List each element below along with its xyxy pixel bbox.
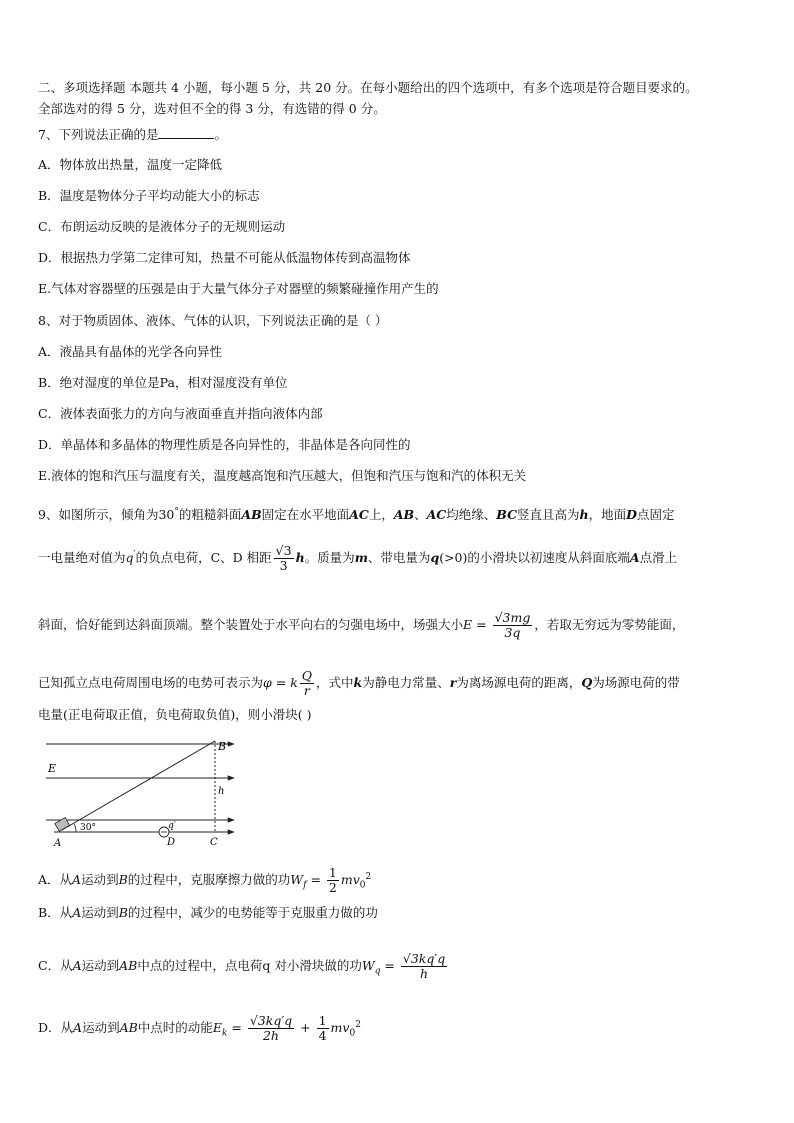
degree-symbol: ° [174,507,179,517]
var-B: B [118,872,128,887]
label-angle: 30° [80,823,96,833]
q9-line-5: 电量(正电荷取正值，负电荷取负值)，则小滑块( ) [38,707,312,722]
fraction-work: $\frac{√3kq'q}{h}$ [402,951,446,981]
label-q-prime: q′ [168,821,176,831]
q9-text: 为场源电荷的带 [592,675,680,690]
section-heading-line2: 全部选对的得 5 分，选对但不全的得 3 分，有选错的得 0 分。 [38,101,386,116]
var-AB: AB [393,507,415,523]
section-heading-line1: 二、多项选择题 本题共 4 小题，每小题 5 分，共 20 分。在每小题给出的四个选项中，有多个选项是符合题目要求的。 [38,80,698,95]
var-AB: AB [241,507,262,523]
q9-option-d: D．从A运动到AB中点时的动能$E_k$ = $\frac{√3kq'q}{2h}$ + $\frac{1}{4}$ $mv_0^2$ [38,1013,361,1043]
label-A: A [54,838,62,849]
q9-text: ，地面 [588,507,627,523]
q7-option-e: E.气体对容器壁的压强是由于大量气体分子对器壁的频繁碰撞作用产生的 [38,281,439,296]
var-m: m [354,550,368,565]
q8-option-b: B．绝对湿度的单位是Pa，相对湿度没有单位 [38,375,288,390]
label-h: h [218,786,225,797]
var-E: E [463,617,473,632]
q8-option-d: D．单晶体和多晶体的物理性质是各向异性的，非晶体是各向同性的 [38,437,411,452]
q9-text: 。质量为 [304,550,355,565]
var-W: W [290,872,304,887]
q7-stem-text: 7、下列说法正确的是 [38,127,159,142]
var-Q: Q [581,675,593,690]
q9-text: C、D 相距 [210,550,272,565]
var-A: A [72,872,82,887]
q9-text: 、带电量为 [367,550,431,565]
fraction-energy: $\frac{√3kq'q}{2h}$ [249,1013,293,1043]
q9-text: 点固定 [637,507,675,523]
label-E: E [48,762,57,775]
q9-option-b: B．从A运动到B的过程中，减少的电势能等于克服重力做的功 [38,905,378,920]
q9-line-3: 斜面，恰好能到达斜面顶端。整个装置处于水平向右的匀强电场中，场强大小E = $\frac{√3mg}{3q}$ ，若取无穷远为零势能面， [38,610,685,640]
var-r: r [449,675,457,690]
q9-text: 、 [414,507,427,523]
q7-stem [38,126,227,143]
fraction-one-half: $\frac{1}{2}$ [328,865,337,895]
q9-text: 上， [368,507,394,523]
q9-text: (>0)的小滑块以初速度从斜面底端 [439,550,630,565]
q9-line-2: 一电量绝对值为q′的负点电荷，C、D 相距 $\frac{√3}{3}$ h。质量为m、带电量为q(>0)的小滑块以初速度从斜面底端A点滑上 [38,543,678,573]
var-k: k [353,675,363,690]
q9-text: ，若取无穷远为零势能面， [534,617,685,632]
label-D: D [167,837,176,848]
q7-option-a: A．物体放出热量，温度一定降低 [38,157,223,172]
fraction-Q-over-r: $\frac{Q}{r}$ [301,668,313,698]
q9-text: 为静电力常量、 [362,675,450,690]
incline-diagram [40,732,245,850]
q9-text: 的负点电荷， [135,550,211,565]
var-E: E [212,1020,222,1035]
q9-text: 固定在水平地面 [261,507,350,523]
var-AB: AB [119,1020,138,1035]
q9-text: 点滑上 [639,550,678,565]
var-AC: AC [349,507,369,523]
q9-text: 竖直且高为 [517,507,580,523]
label-C: C [210,837,218,848]
q9-text: ，式中 [316,675,354,690]
q7-option-d: D．根据热力学第二定律可知，热量不可能从低温物体传到高温物体 [38,250,411,265]
var-W: W [361,958,375,973]
q9-text: 均绝缘、 [446,507,497,523]
var-AC: AC [426,507,447,523]
q7-stem-end: 。 [214,127,227,142]
angle-arc [74,824,76,832]
var-h: h [579,507,589,523]
q9-option-c: C．从A运动到AB中点的过程中，点电荷q 对小滑块做的功$W_q$ = $\frac{√3kq'q}{h}$ [38,951,446,981]
var-B: B [118,905,128,920]
fraction-field-strength: $\frac{√3mg}{3q}$ [494,610,531,640]
var-q-prime: q [125,550,134,565]
incline-AB [62,741,215,830]
q9-text: 的粗糙斜面 [178,507,242,523]
var-A: A [73,1020,83,1035]
q9-line-1 [38,504,675,523]
q9-text: 一电量绝对值为 [38,550,126,565]
fraction-one-quarter: $\frac{1}{4}$ [318,1013,327,1043]
var-BC: BC [496,507,518,523]
q7-option-c: C．布朗运动反映的是液体分子的无规则运动 [38,219,286,234]
label-B: B [218,740,227,753]
var-A: A [72,905,82,920]
q8-option-e: E.液体的饱和汽压与温度有关，温度越高饱和汽压越大，但饱和汽压与饱和汽的体积无关 [38,468,527,483]
q7-answer-blank [158,126,214,139]
q9-text: 为离场源电荷的距离， [456,675,582,690]
q9-option-a: A．从A运动到B的过程中，克服摩擦力做的功$W_f$ = $\frac{1}{2}$ $mv_0^2$ [38,865,372,895]
var-q: q [430,550,440,565]
var-D: D [626,507,637,523]
var-A: A [72,958,82,973]
q9-text: 9、如图所示，倾角为30 [38,507,175,523]
q9-text: 已知孤立点电荷周围电场的电势可表示为 [38,675,264,690]
fraction-sqrt3-over-3: $\frac{√3}{3}$ [275,543,292,573]
var-A: A [629,550,640,565]
var-h: h [295,550,305,565]
q9-text: 斜面，恰好能到达斜面顶端。整个装置处于水平向右的匀强电场中，场强大小 [38,617,464,632]
var-phi: φ [263,675,272,690]
q8-option-a: A．液晶具有晶体的光学各向异性 [38,344,223,359]
q7-option-b: B．温度是物体分子平均动能大小的标志 [38,188,260,203]
var-AB: AB [119,958,138,973]
q8-stem: 8、对于物质固体、液体、气体的认识，下列说法正确的是（ ） [38,313,388,328]
q9-line-4: 已知孤立点电荷周围电场的电势可表示为φ = k $\frac{Q}{r}$ ，式中k为静电力常量、r为离场源电荷的距离，Q为场源电荷的带 [38,668,680,698]
q8-option-c: C．液体表面张力的方向与液面垂直并指向液体内部 [38,406,323,421]
